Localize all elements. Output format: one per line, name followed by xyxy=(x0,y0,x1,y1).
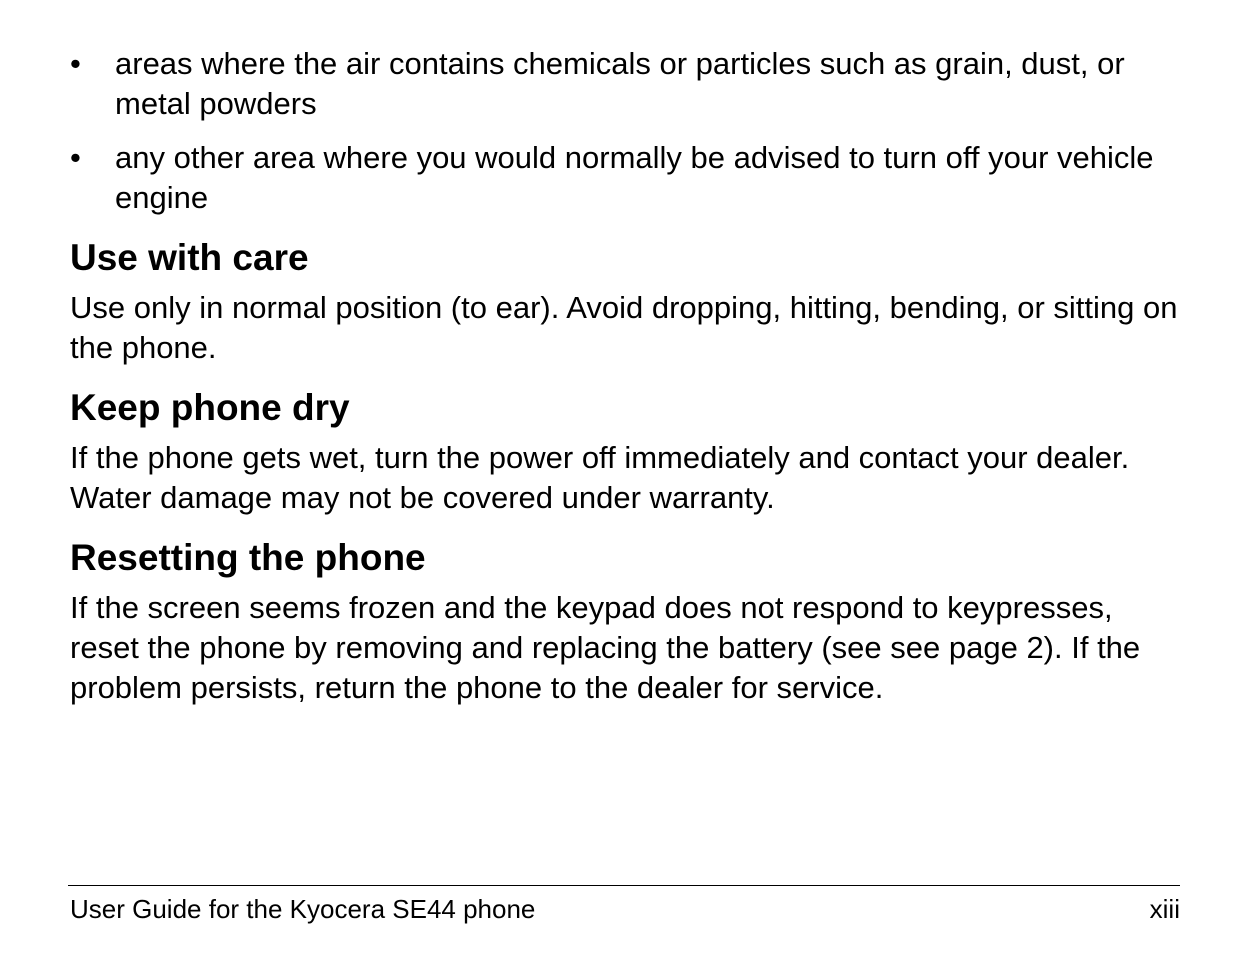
list-item xyxy=(70,138,1180,218)
section-body: If the screen seems frozen and the keypad does not respond to keypresses, reset the phone by removing and replacing the battery (see see page 2). If the problem persists, return the phone to the dealer for service. xyxy=(70,590,1141,705)
bullet-icon: • xyxy=(70,46,81,81)
section-body: If the phone gets wet, turn the power off immediately and contact your dealer. Water damage may not be covered under warranty. xyxy=(70,440,1130,515)
section-use-with-care xyxy=(70,236,1180,368)
section-heading: Keep phone dry xyxy=(70,387,350,428)
bullet-icon: • xyxy=(70,140,81,175)
list-item-text: areas where the air contains chemicals or particles such as grain, dust, or metal powders xyxy=(115,46,1125,121)
section-heading: Resetting the phone xyxy=(70,537,426,578)
section-heading: Use with care xyxy=(70,237,309,278)
footer-divider xyxy=(68,885,1180,886)
page-number: xiii xyxy=(1149,894,1180,924)
section-body: Use only in normal position (to ear). Avoid dropping, hitting, bending, or sitting on the phone. xyxy=(70,290,1178,365)
page-footer xyxy=(70,893,1180,925)
bullet-list xyxy=(70,44,1180,218)
footer-title: User Guide for the Kyocera SE44 phone xyxy=(70,894,536,924)
list-item-text: any other area where you would normally be advised to turn off your vehicle engine xyxy=(115,140,1154,215)
section-resetting-the-phone xyxy=(70,536,1180,708)
section-keep-phone-dry xyxy=(70,386,1180,518)
page-content xyxy=(70,44,1180,708)
list-item xyxy=(70,44,1180,124)
